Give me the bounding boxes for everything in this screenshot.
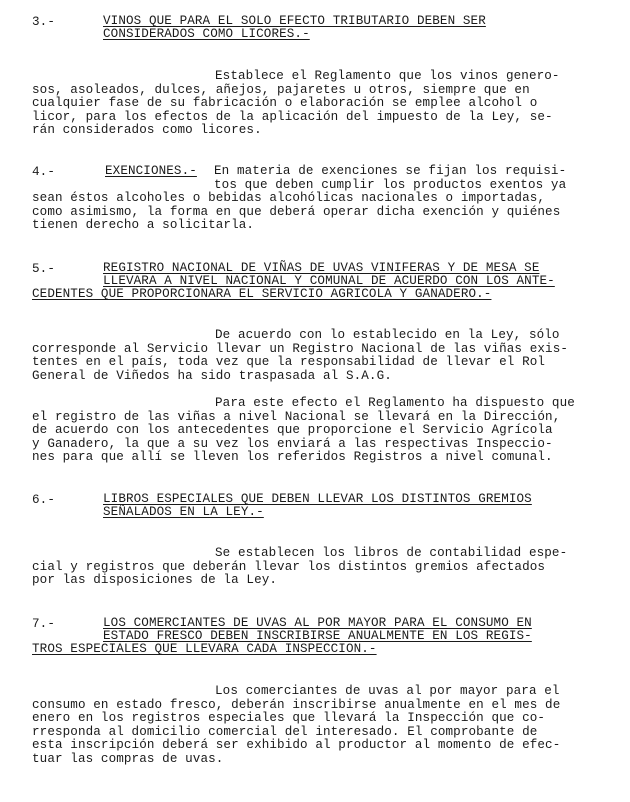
heading-line: VINOS QUE PARA EL SOLO EFECTO TRIBUTARIO DEBEN SER bbox=[103, 14, 486, 28]
section-3-paragraph bbox=[32, 70, 560, 138]
heading-line: LIBROS ESPECIALES QUE DEBEN LLEVAR LOS DISTINTOS GREMIOS bbox=[103, 492, 532, 506]
paragraph-line: de acuerdo con los antecedentes que proporcione el Servicio Agrícola bbox=[32, 423, 553, 437]
section-6-paragraph bbox=[32, 547, 567, 588]
section-number-4: 4.- bbox=[32, 165, 55, 179]
section-7-heading bbox=[103, 617, 532, 643]
paragraph-line: Establece el Reglamento que los vinos genero- bbox=[215, 69, 560, 83]
heading-line: SEÑALADOS EN LA LEY.- bbox=[103, 505, 264, 519]
section-7-paragraph bbox=[32, 685, 560, 766]
paragraph-line: el registro de las viñas a nivel Nacional se llevará en la Dirección, bbox=[32, 409, 561, 424]
paragraph-line: En materia de exenciones se fijan los requisi- bbox=[214, 164, 567, 178]
paragraph-line: rresponda al domicilio comercial del interesado. El comprobante de bbox=[32, 724, 538, 739]
heading-line: LOS COMERCIANTES DE UVAS AL POR MAYOR PARA EL CONSUMO EN bbox=[103, 616, 532, 630]
paragraph-line: Para este efecto el Reglamento ha dispuesto que bbox=[215, 396, 575, 410]
paragraph-line: enero en los registros especiales que llevará la Inspección que co- bbox=[32, 711, 546, 725]
paragraph-line: por las disposiciones de la Ley. bbox=[32, 573, 278, 587]
heading-line: EXENCIONES.- bbox=[105, 164, 197, 178]
section-4-paragraph bbox=[32, 165, 566, 233]
paragraph-line: esta inscripción deberá ser exhibido al productor al momento de efec- bbox=[32, 738, 561, 752]
section-5-heading bbox=[103, 262, 555, 288]
heading-line: CONSIDERADOS COMO LICORES.- bbox=[103, 27, 310, 41]
paragraph-line: cualquier fase de su fabricación o elaboración se emplee alcohol o bbox=[32, 96, 538, 110]
section-number-5: 5.- bbox=[32, 262, 55, 276]
paragraph-line: y Ganadero, la que a su vez los enviará a las respectivas Inspeccio- bbox=[32, 436, 553, 451]
paragraph-line: cial y registros que deberán llevar los distintos gremios afectados bbox=[32, 559, 546, 574]
paragraph-line: Los comerciantes de uvas al por mayor para el bbox=[215, 684, 560, 698]
paragraph-line: De acuerdo con lo establecido en la Ley, sólo bbox=[215, 328, 560, 342]
section-6-heading bbox=[103, 493, 532, 519]
paragraph-line: tienen derecho a solicitarla. bbox=[32, 218, 255, 232]
paragraph-line: como asimismo, la forma en que deberá operar dicha exención y quiénes bbox=[32, 204, 561, 219]
paragraph-line: rán considerados como licores. bbox=[32, 123, 262, 137]
heading-line: REGISTRO NACIONAL DE VIÑAS DE UVAS VINIFERAS Y DE MESA SE bbox=[103, 261, 540, 275]
paragraph-line: corresponde al Servicio llevar un Registro Nacional de las viñas exis- bbox=[32, 341, 569, 356]
paragraph-line: tuar las compras de uvas. bbox=[32, 751, 224, 766]
section-number-3: 3.- bbox=[32, 15, 55, 29]
section-3-heading bbox=[103, 15, 486, 41]
paragraph-line: General de Viñedos ha sido traspasada al S.A.G. bbox=[32, 368, 392, 383]
paragraph-line: sos, asoleados, dulces, añejos, pajaretes u otros, siempre que en bbox=[32, 82, 530, 97]
section-number-7: 7.- bbox=[32, 617, 55, 631]
heading-line: CEDENTES QUE PROPORCIONARA EL SERVICIO AGRICOLA Y GANADERO.- bbox=[32, 287, 492, 301]
paragraph-line: sean éstos alcoholes o bebidas alcohólicas nacionales o importadas, bbox=[32, 191, 546, 205]
paragraph-line: consumo en estado fresco, deberán inscribirse anualmente en el mes de bbox=[32, 697, 561, 712]
heading-line: LLEVARA A NIVEL NACIONAL Y COMUNAL DE ACUERDO CON LOS ANTE- bbox=[103, 274, 555, 288]
section-number-6: 6.- bbox=[32, 493, 55, 507]
heading-line: ESTADO FRESCO DEBEN INSCRIBIRSE ANUALMENTE EN LOS REGIS- bbox=[103, 629, 532, 643]
section-5-heading-cont bbox=[32, 288, 491, 302]
section-5-paragraph-2 bbox=[32, 397, 575, 465]
paragraph-line: nes para que allí se lleven los referidos Registros a nivel comunal. bbox=[32, 450, 553, 464]
paragraph-line: licor, para los efectos de la aplicación del impuesto de la Ley, se- bbox=[32, 109, 553, 124]
paragraph-line: Se establecen los libros de contabilidad espe- bbox=[215, 546, 568, 560]
section-7-heading-cont bbox=[32, 643, 377, 657]
paragraph-line: tentes en el país, toda vez que la responsabilidad de llevar el Rol bbox=[32, 355, 546, 369]
paragraph-line: tos que deben cumplir los productos exentos ya bbox=[214, 177, 567, 192]
section-5-paragraph-1 bbox=[32, 329, 568, 383]
heading-line: TROS ESPECIALES QUE LLEVARA CADA INSPECCION.- bbox=[32, 642, 377, 656]
